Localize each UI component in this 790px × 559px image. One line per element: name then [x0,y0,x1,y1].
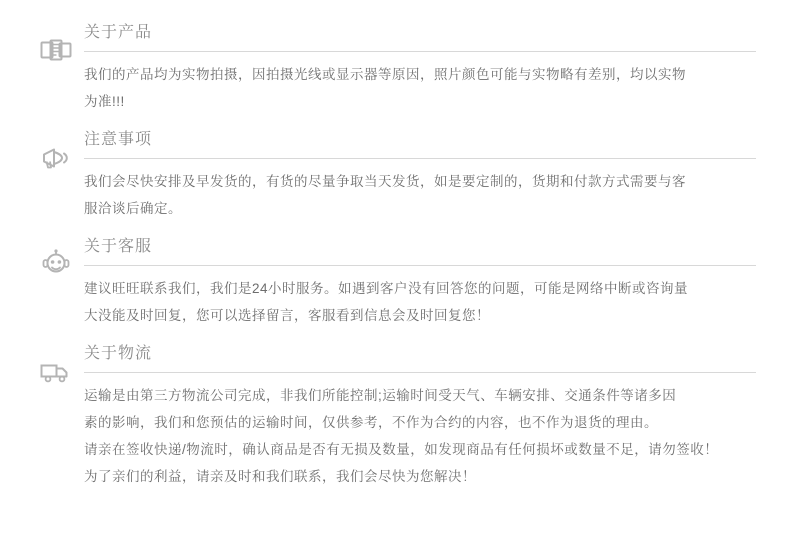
paragraph-line: 运输是由第三方物流公司完成，非我们所能控制;运输时间受天气、车辆安排、交通条件等诸多因 [84,388,677,403]
section-icon-container [28,22,84,68]
section-body [84,22,762,115]
paragraph-line: 为准!!! [84,94,125,109]
section-title: 关于客服 [84,236,756,266]
paragraph-line: 建议旺旺联系我们，我们是24小时服务。如遇到客户没有回答您的问题，可能是网络中断或咨询量 [84,281,689,296]
megaphone-icon [39,141,73,175]
section-body [84,343,762,490]
section-about-product [28,22,762,115]
section-paragraph [84,275,756,329]
section-title: 关于产品 [84,22,756,52]
paragraph-line: 大没能及时回复，您可以选择留言，客服看到信息会及时回复您！ [84,308,490,323]
customer-service-icon [39,248,73,282]
section-title: 关于物流 [84,343,756,373]
section-paragraph [84,61,756,115]
section-customer-service [28,236,762,329]
section-body [84,129,762,222]
section-paragraph [84,382,756,490]
photos-icon [39,34,73,68]
paragraph-line: 为了亲们的利益，请亲及时和我们联系，我们会尽快为您解决！ [84,469,476,484]
paragraph-line: 我们会尽快安排及早发货的，有货的尽量争取当天发货，如是要定制的，货期和付款方式需要与客 [84,174,686,189]
paragraph-line: 我们的产品均为实物拍摄，因拍摄光线或显示器等原因，照片颜色可能与实物略有差别，均以实物 [84,67,686,82]
section-icon-container [28,129,84,175]
section-notice [28,129,762,222]
paragraph-line: 素的影响，我们和您预估的运输时间，仅供参考，不作为合约的内容，也不作为退货的理由。 [84,415,658,430]
section-logistics [28,343,762,490]
section-paragraph [84,168,756,222]
section-icon-container [28,343,84,389]
truck-icon [39,355,73,389]
section-title: 注意事项 [84,129,756,159]
section-body [84,236,762,329]
paragraph-line: 请亲在签收快递/物流时，确认商品是否有无损及数量，如发现商品有任何损坏或数量不足，请勿签收！ [84,442,719,457]
paragraph-line: 服洽谈后确定。 [84,201,182,216]
section-icon-container [28,236,84,282]
